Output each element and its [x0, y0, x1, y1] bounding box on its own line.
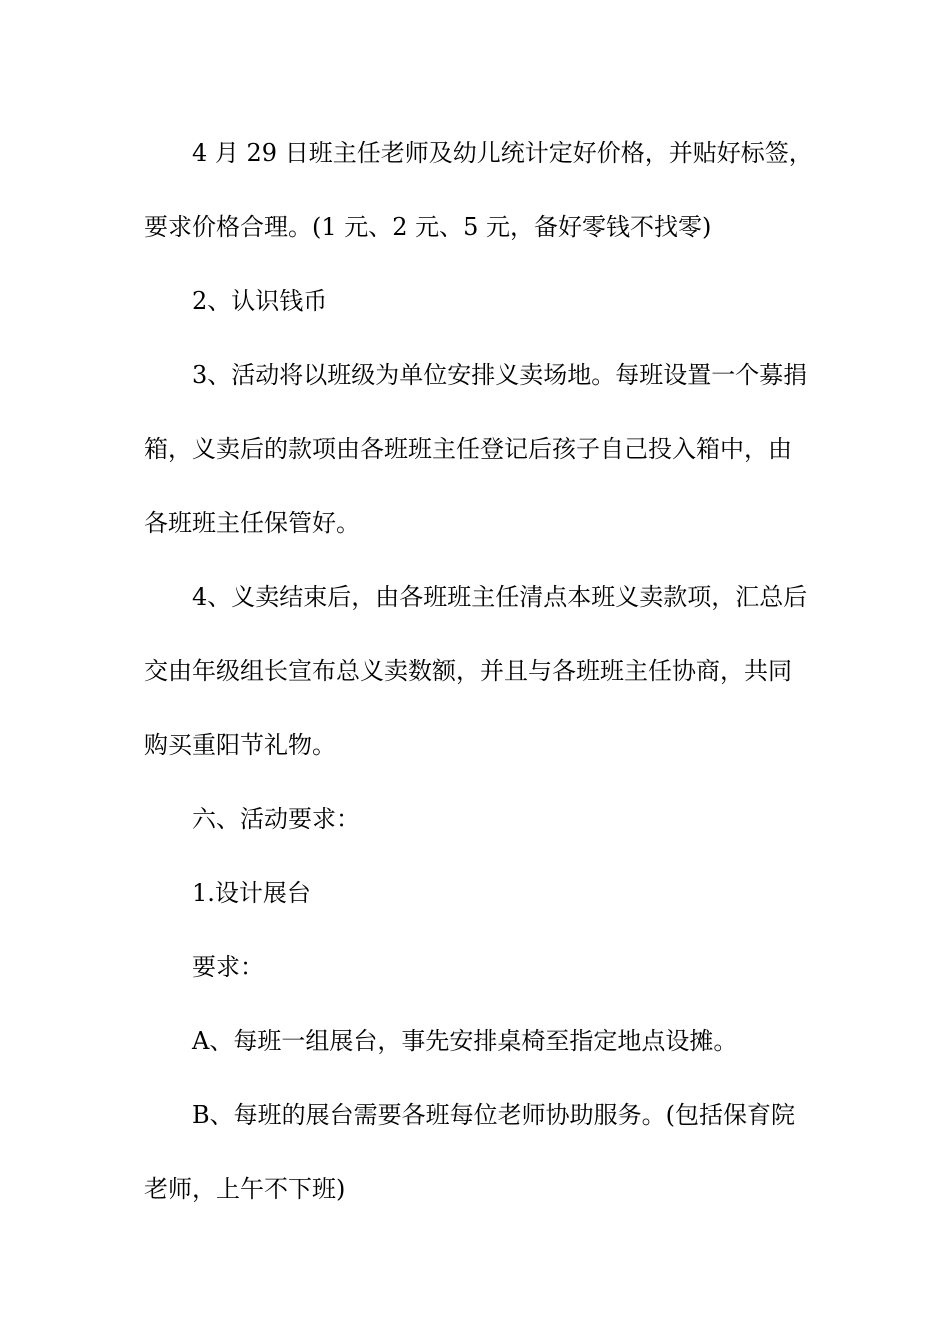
section-heading-requirements	[144, 782, 824, 856]
paragraph-requirement-a	[144, 1004, 824, 1078]
paragraph-pricing	[144, 116, 824, 264]
text-line: 购买重阳节礼物。	[144, 731, 336, 759]
paragraph-design-booth	[144, 856, 824, 930]
text-line: 4、义卖结束后，由各班班主任清点本班义卖款项，汇总后	[192, 583, 808, 611]
text-line: 老师，上午不下班)	[144, 1175, 346, 1203]
text-line: 3、活动将以班级为单位安排义卖场地。每班设置一个募捐	[192, 361, 808, 389]
text-line: 2、认识钱币	[192, 287, 328, 315]
paragraph-recognize-money	[144, 264, 824, 338]
paragraph-after-sale	[144, 560, 824, 782]
text-line: 各班班主任保管好。	[144, 509, 360, 537]
paragraph-requirements-label	[144, 930, 824, 1004]
text-line: 要求价格合理。(1 元、2 元、5 元，备好零钱不找零)	[144, 213, 712, 241]
text-line: 箱，义卖后的款项由各班班主任登记后孩子自己投入箱中，由	[144, 435, 792, 463]
text-line: 4 月 29 日班主任老师及幼儿统计定好价格，并贴好标签，	[192, 139, 813, 167]
text-line: 交由年级组长宣布总义卖数额，并且与各班班主任协商，共同	[144, 657, 792, 685]
text-line: 六、活动要求：	[192, 805, 360, 833]
paragraph-requirement-b	[144, 1078, 824, 1226]
text-line: 1.设计展台	[192, 879, 311, 907]
paragraph-donation-box	[144, 338, 824, 560]
text-line: A、每班一组展台，事先安排桌椅至指定地点设摊。	[192, 1027, 738, 1055]
text-line: 要求：	[192, 953, 264, 981]
text-line: B、每班的展台需要各班每位老师协助服务。(包括保育院	[192, 1101, 795, 1129]
